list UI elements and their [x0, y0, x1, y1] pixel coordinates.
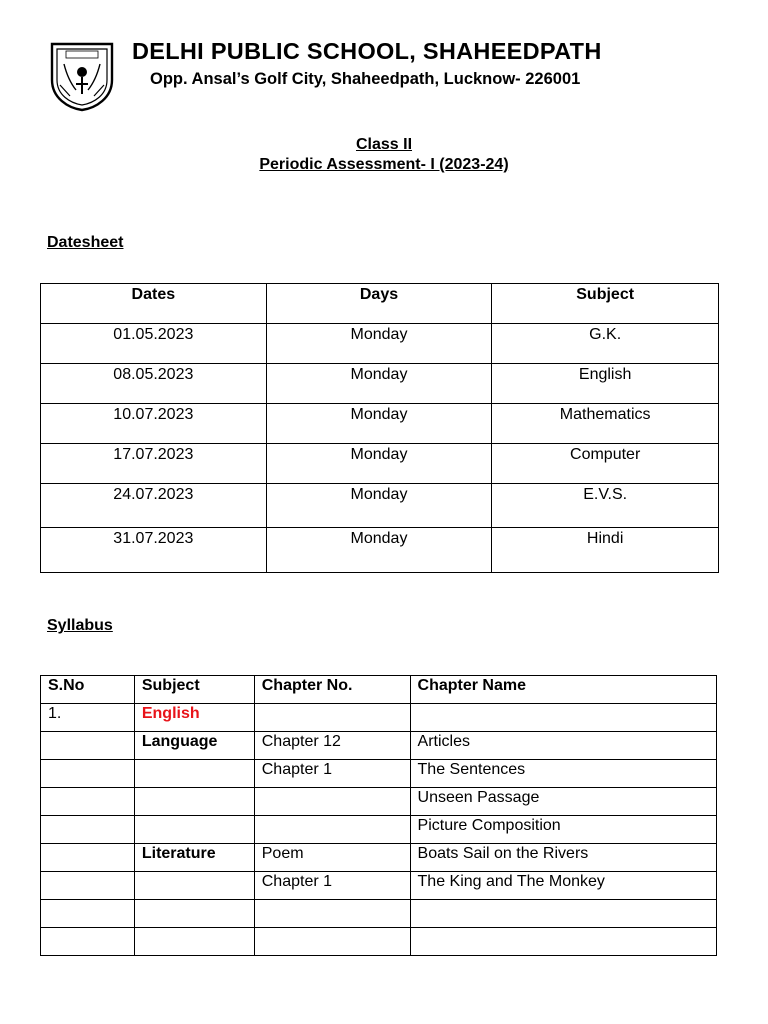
table-header-row: [41, 284, 719, 324]
subject-cell: [134, 900, 254, 928]
table-row: [41, 444, 719, 484]
table-row: [41, 704, 717, 732]
assessment-title: Periodic Assessment- I (2023-24): [259, 156, 509, 173]
serial-cell: [41, 732, 135, 760]
subject-cell: G.K.: [492, 324, 719, 364]
table-row: [41, 404, 719, 444]
subject-cell: English: [492, 364, 719, 404]
column-header: Dates: [41, 284, 267, 324]
table-header-row: [41, 676, 717, 704]
subject-cell: [134, 760, 254, 788]
serial-cell: [41, 900, 135, 928]
syllabus-heading: Syllabus: [47, 617, 113, 634]
date-cell: 17.07.2023: [41, 444, 267, 484]
table-row: [41, 364, 719, 404]
chapter-name-cell: Articles: [410, 732, 716, 760]
subject-cell: English: [134, 704, 254, 732]
chapter-name-cell: [410, 704, 716, 732]
chapter-no-cell: [254, 928, 410, 956]
day-cell: Monday: [266, 444, 492, 484]
serial-cell: [41, 928, 135, 956]
chapter-name-cell: Picture Composition: [410, 816, 716, 844]
chapter-name-cell: The King and The Monkey: [410, 872, 716, 900]
school-name: DELHI PUBLIC SCHOOL, SHAHEEDPATH: [132, 38, 602, 64]
table-row: [41, 788, 717, 816]
chapter-no-cell: Chapter 12: [254, 732, 410, 760]
column-header: Subject: [492, 284, 719, 324]
column-header: S.No: [41, 676, 135, 704]
day-cell: Monday: [266, 404, 492, 444]
subject-cell: Mathematics: [492, 404, 719, 444]
chapter-name-cell: Unseen Passage: [410, 788, 716, 816]
subject-cell: [134, 788, 254, 816]
table-row: [41, 928, 717, 956]
chapter-name-cell: [410, 900, 716, 928]
serial-cell: [41, 788, 135, 816]
date-cell: 31.07.2023: [41, 528, 267, 573]
chapter-name-cell: Boats Sail on the Rivers: [410, 844, 716, 872]
table-row: [41, 872, 717, 900]
datesheet-table: [40, 283, 719, 573]
subject-cell: Computer: [492, 444, 719, 484]
table-row: [41, 324, 719, 364]
chapter-no-cell: Chapter 1: [254, 760, 410, 788]
table-row: [41, 900, 717, 928]
date-cell: 24.07.2023: [41, 484, 267, 528]
school-crest-icon: [48, 40, 116, 112]
subject-cell: [134, 928, 254, 956]
date-cell: 01.05.2023: [41, 324, 267, 364]
chapter-no-cell: [254, 816, 410, 844]
table-row: [41, 732, 717, 760]
serial-cell: 1.: [41, 704, 135, 732]
chapter-no-cell: [254, 900, 410, 928]
day-cell: Monday: [266, 364, 492, 404]
table-row: [41, 844, 717, 872]
serial-cell: [41, 760, 135, 788]
date-cell: 10.07.2023: [41, 404, 267, 444]
chapter-no-cell: Poem: [254, 844, 410, 872]
subject-cell: Literature: [134, 844, 254, 872]
datesheet-heading: Datesheet: [47, 234, 124, 251]
chapter-name-cell: [410, 928, 716, 956]
date-cell: 08.05.2023: [41, 364, 267, 404]
school-address: Opp. Ansal’s Golf City, Shaheedpath, Lucknow- 226001: [150, 70, 581, 88]
day-cell: Monday: [266, 484, 492, 528]
column-header: Days: [266, 284, 492, 324]
subject-cell: Hindi: [492, 528, 719, 573]
serial-cell: [41, 844, 135, 872]
subject-cell: Language: [134, 732, 254, 760]
subject-cell: [134, 816, 254, 844]
chapter-no-cell: Chapter 1: [254, 872, 410, 900]
day-cell: Monday: [266, 528, 492, 573]
syllabus-table: [40, 675, 717, 956]
column-header: Chapter Name: [410, 676, 716, 704]
table-row: [41, 484, 719, 528]
serial-cell: [41, 816, 135, 844]
column-header: Chapter No.: [254, 676, 410, 704]
chapter-no-cell: [254, 704, 410, 732]
serial-cell: [41, 872, 135, 900]
day-cell: Monday: [266, 324, 492, 364]
subject-cell: E.V.S.: [492, 484, 719, 528]
column-header: Subject: [134, 676, 254, 704]
class-title: Class II: [355, 136, 413, 153]
subject-cell: [134, 872, 254, 900]
table-row: [41, 528, 719, 573]
chapter-name-cell: The Sentences: [410, 760, 716, 788]
table-row: [41, 760, 717, 788]
chapter-no-cell: [254, 788, 410, 816]
table-row: [41, 816, 717, 844]
